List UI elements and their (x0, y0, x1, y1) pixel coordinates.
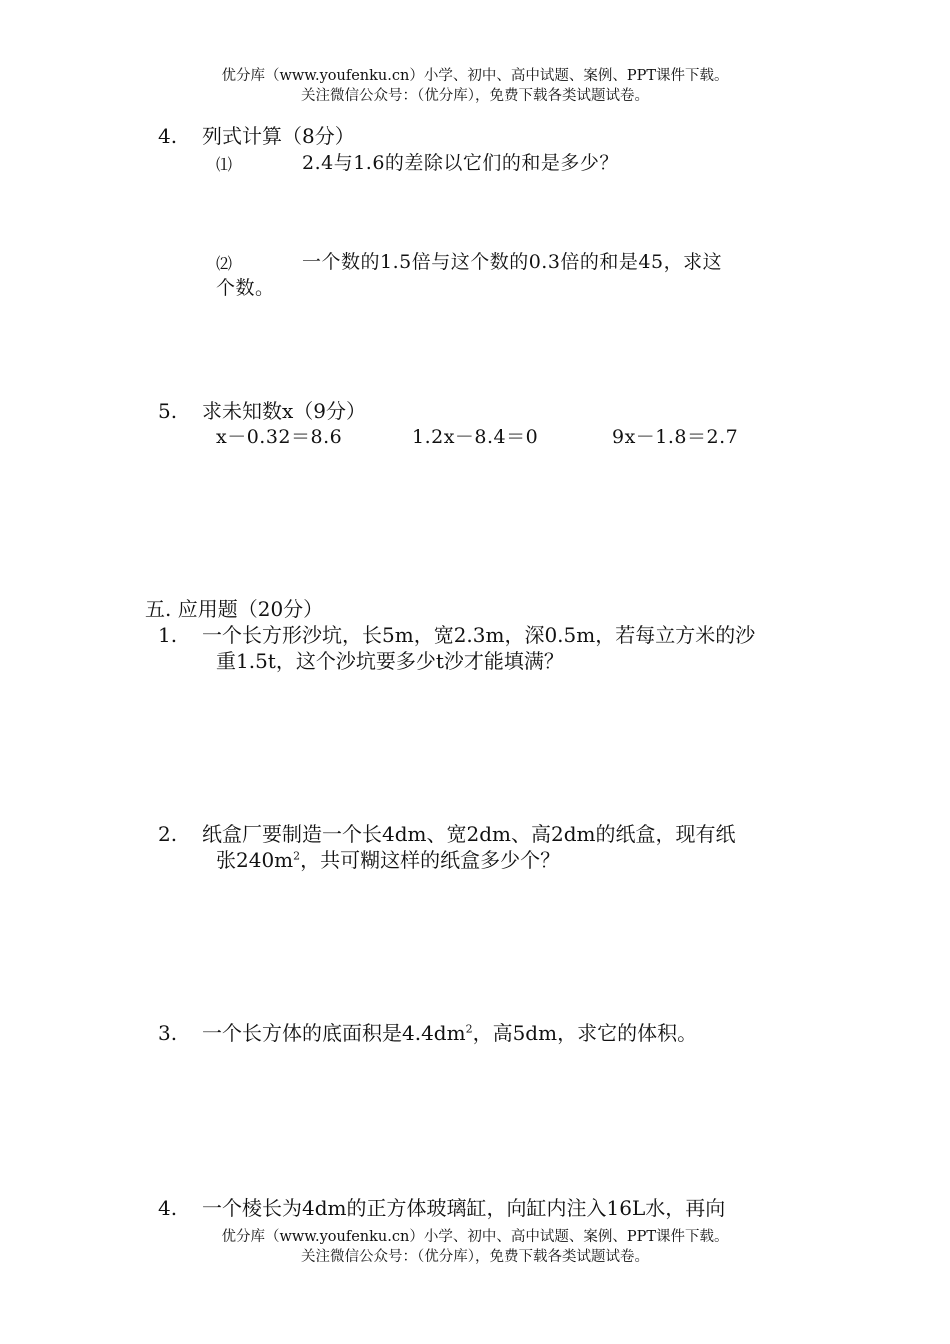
problem3-line-sup: 2 (465, 1022, 473, 1036)
q4-title: 列式计算（8分） (202, 124, 355, 148)
problem4-number: 4. (158, 1196, 178, 1220)
problem4-line1: 一个棱长为4dm的正方体玻璃缸，向缸内注入16L水，再向 (202, 1196, 726, 1220)
problem2-line1: 纸盒厂要制造一个长4dm、宽2dm、高2dm的纸盒，现有纸 (202, 822, 736, 846)
q4-sub2-text-line2: 个数。 (216, 277, 275, 299)
q5-equation-2: 1.2x－8.4＝0 (412, 426, 539, 448)
problem1-line2: 重1.5t，这个沙坑要多少t沙才能填满？ (216, 649, 564, 673)
footer-line-1: 优分库（www.youfenku.cn）小学、初中、高中试题、案例、PPT课件下载。 (221, 1229, 729, 1245)
problem2-number: 2. (158, 822, 178, 846)
q4-sub1-text: 2.4与1.6的差除以它们的和是多少？ (302, 152, 619, 174)
q5-equation-1: x－0.32＝8.6 (216, 426, 343, 448)
q4-sub2-text-line1: 一个数的1.5倍与这个数的0.3倍的和是45，求这 (302, 251, 723, 273)
problem2-line2-post: ，共可糊这样的纸盒多少个？ (300, 848, 561, 872)
problem3-number: 3. (158, 1021, 178, 1045)
problem1-line1: 一个长方形沙坑，长5m，宽2.3m，深0.5m，若每立方米的沙 (202, 623, 756, 647)
problem2-line2-sup: 2 (293, 849, 301, 863)
q4-sub2-mark: ⑵ (216, 254, 233, 273)
q4-sub1-mark: ⑴ (216, 155, 233, 174)
header-line-2: 关注微信公众号：（优分库），免费下载各类试题试卷。 (301, 88, 649, 104)
problem2-line2 (216, 847, 560, 873)
section5-title: 五. 应用题（20分） (145, 597, 324, 621)
footer-line-2: 关注微信公众号：（优分库），免费下载各类试题试卷。 (301, 1249, 649, 1265)
problem3-line (202, 1020, 697, 1046)
problem2-line2-pre: 张240m (216, 848, 294, 872)
problem3-line-post: ，高5dm，求它的体积。 (472, 1021, 698, 1045)
problem1-number: 1. (158, 623, 178, 647)
problem3-line-pre: 一个长方体的底面积是4.4dm (202, 1021, 466, 1045)
q5-number: 5. (158, 399, 178, 423)
q4-number: 4. (158, 124, 178, 148)
q5-title: 求未知数x（9分） (202, 399, 367, 423)
header-line-1: 优分库（www.youfenku.cn）小学、初中、高中试题、案例、PPT课件下载。 (221, 68, 729, 84)
q5-equation-3: 9x－1.8＝2.7 (612, 426, 739, 448)
